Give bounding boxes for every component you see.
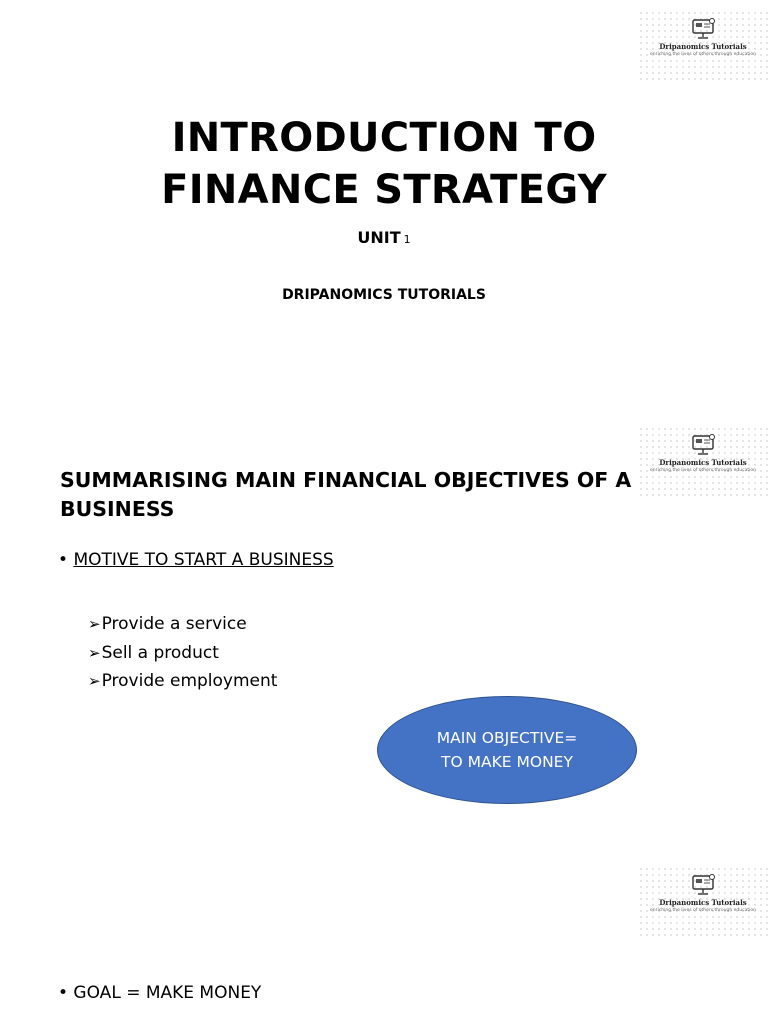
title-line-2: FINANCE STRATEGY	[161, 167, 607, 213]
unit-label	[0, 228, 768, 247]
computer-icon	[690, 434, 716, 456]
slide-heading: SUMMARISING MAIN FINANCIAL OBJECTIVES OF A BUSINESS	[60, 468, 632, 521]
objective-line-2: TO MAKE MONEY	[441, 753, 573, 771]
objectives-slide	[0, 418, 768, 1024]
bullet-marker: •	[58, 550, 69, 570]
unit-text: UNIT	[357, 228, 401, 247]
list-item: ➢ Provide employment	[88, 667, 277, 696]
title-line-1: INTRODUCTION TO	[171, 115, 597, 161]
title-slide	[0, 0, 768, 418]
main-objective-ellipse	[377, 696, 637, 804]
goal-bullet: • GOAL = MAKE MONEY	[58, 983, 262, 1003]
logo-tagline: enriching the lives of others through education	[650, 468, 756, 473]
logo-name: Dripanomics Tutorials	[659, 458, 747, 467]
motive-bullet	[58, 550, 334, 570]
motive-list	[88, 610, 277, 696]
computer-icon	[690, 18, 716, 40]
motive-text: MOTIVE TO START A BUSINESS	[73, 550, 334, 570]
objective-line-1: MAIN OBJECTIVE=	[436, 729, 578, 747]
list-item: ➢ Provide a service	[88, 610, 277, 639]
logo-name: Dripanomics Tutorials	[659, 898, 747, 907]
slide-title	[0, 112, 768, 216]
brand-logo	[638, 866, 768, 936]
unit-number: 1	[403, 233, 411, 246]
author-name: DRIPANOMICS TUTORIALS	[282, 287, 486, 303]
list-item: ➢ Sell a product	[88, 639, 277, 668]
computer-icon	[690, 874, 716, 896]
logo-name: Dripanomics Tutorials	[659, 42, 747, 51]
logo-tagline: enriching the lives of others through education	[650, 52, 756, 57]
logo-tagline: enriching the lives of others through education	[650, 908, 756, 913]
brand-logo	[638, 10, 768, 80]
